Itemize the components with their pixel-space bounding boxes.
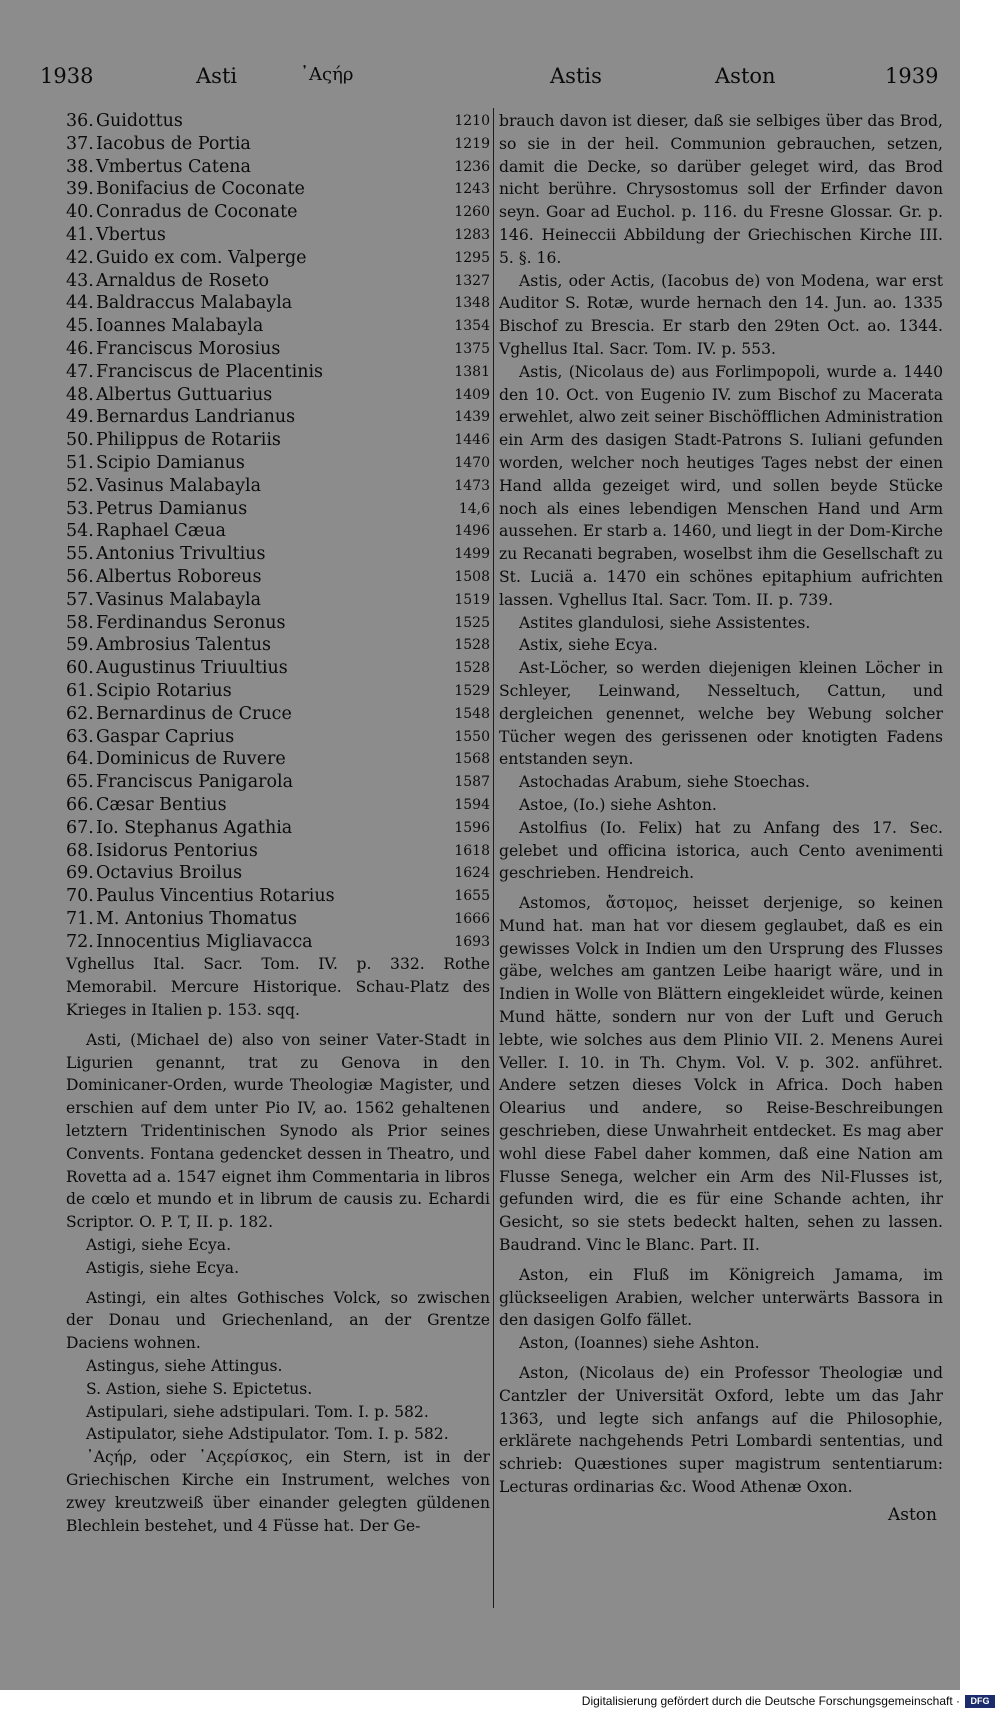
bishop-number: 53. [66,498,94,519]
bishop-number: 72. [66,931,94,952]
right-column [499,110,943,1525]
bishop-row [66,361,490,384]
bishop-year: 1655 [454,888,490,905]
bishop-name: Isidorus Pentorius [96,840,258,861]
footer-bar [0,1692,1000,1711]
left-keyword: Asti [196,64,238,88]
bishop-name: Bonifacius de Coconate [96,179,305,200]
bishop-name: Ioannes Malabayla [96,316,264,337]
bishop-year: 1327 [454,272,490,289]
bishop-year: 1528 [454,660,490,677]
left-paragraph: ᾿Αςήρ, oder ᾿Αςερίσκος, ein Stern, ist in der Griechischen Kirche ein Instrument, welches von zwey kreutzweiß über einander gelegten güldenen Blechlein bestehet, und 4 Füsse hat. Der Ge- [66,1448,490,1535]
bishop-number: 39. [66,179,94,200]
bishop-year: 1519 [454,591,490,608]
bishop-name: Philippus de Rotariis [96,430,281,451]
bishop-name: Ferdinandus Seronus [96,612,286,633]
bishop-name: Franciscus Morosius [96,338,281,359]
bishop-year: 1473 [454,477,490,494]
bishop-year: 1548 [454,705,490,722]
bishop-name: Paulus Vincentius Rotarius [96,886,335,907]
bishop-year: 1525 [454,614,490,631]
left-paragraph: Asti, (Michael de) also von seiner Vater-Stadt in Ligurien genannt, trat zu Genova in den Dominicaner-Orden, wurde Theologiæ Magister, und erschien auf dem unter Pio IV, ao. 1562 gehaltenen letztern Tridentinischen Synodo als Prior seines Convents. Fontana gedencket dessen in Theatro, und Rovetta ad a. 1547 eignet ihm Commentaria in libros de cœlo et mundo et in librum de causis zu. Echardi Scriptor. O. P. T, II. p. 182. [66,1030,490,1232]
bishop-year: 1243 [454,181,490,198]
bishop-name: Vbertus [96,224,166,245]
bishop-name: Ambrosius Talentus [96,635,271,656]
bishop-name: Bernardus Landrianus [96,407,296,428]
bishop-number: 37. [66,133,94,154]
bishop-number: 43. [66,270,94,291]
right-paragraphs [499,110,943,1499]
bishop-row [66,543,490,566]
bishop-row [66,612,490,635]
right-paragraph: Astomos, ἄστομος, heisset derjenige, so keinen Mund hat. man hat vor diesem geglaubet, daß es ein gewisses Volck in Indien um den Ursprung des Flusses gäbe, welches am gantzen Leibe haarigt wäre, und in Indien in Wolle von Blättern eingekleidet würde, keinen Mund hätte, sondern nur von der Luft und Geruch lebte, wie solches aus dem Plinio VII. 2. Menens Aurei Veller. I. 10. in Th. Chym. Vol. V. p. 302. anführet. Andere setzen dieses Volck in Africa. Doch haben Olearius und andere, so Reise-Beschreibungen geschrieben, diese Unwahrheit entdecket. Es mag aber wohl diese Fabel daher kommen, daß eine Nation am Flusse Senega, welcher ein Arm des Nil-Flusses ist, gefunden wird, die es für eine Schande achten, ihr Gesicht, so sie stets bedeckt halten, sehen zu lassen. Baudrand. Vinc le Blanc. Part. II. [499,894,943,1255]
bishop-year: 1236 [454,158,490,175]
bishop-name: Dominicus de Ruvere [96,749,286,770]
bishop-number: 64. [66,749,94,770]
left-paragraph: Astipulator, siehe Adstipulator. Tom. I. p. 582. [86,1425,449,1444]
bishop-row [66,908,490,931]
dfg-logo: DFG [965,1695,995,1708]
bishop-row [66,862,490,885]
bishop-year: 1666 [454,910,490,927]
bishop-row [66,771,490,794]
bishop-year: 14,6 [458,500,490,517]
right-paragraph: Aston, (Ioannes) siehe Ashton. [519,1334,760,1353]
bishop-number: 46. [66,338,94,359]
left-paragraph: Astingi, ein altes Gothisches Volck, so zwischen der Donau und Griechenland, an der Grentze Daciens wohnen. [66,1288,490,1353]
bishop-name: Conradus de Coconate [96,202,298,223]
bishop-year: 1446 [454,432,490,449]
bishop-row [66,429,490,452]
bishop-name: Augustinus Triuultius [96,658,288,679]
bishop-name: Arnaldus de Roseto [96,270,270,291]
bishop-number: 41. [66,224,94,245]
bishop-name: Albertus Roboreus [96,566,262,587]
bishop-year: 1528 [454,637,490,654]
bishop-name: Guido ex com. Valperge [96,247,307,268]
bishop-number: 71. [66,908,94,929]
right-paragraph: Astites glandulosi, siehe Assistentes. [519,613,811,632]
bishop-row [66,520,490,543]
bishop-name: Franciscus de Placentinis [96,361,324,382]
bishop-year: 1283 [454,226,490,243]
bishop-number: 44. [66,293,94,314]
bishop-row [66,406,490,429]
bishops-list [66,110,490,953]
bishop-year: 1693 [454,933,490,950]
bishop-name: Gaspar Caprius [96,726,235,747]
bishop-year: 1587 [454,774,490,791]
bishop-name: Vmbertus Catena [96,156,251,177]
bishop-number: 36. [66,111,94,131]
right-paragraph: Astolfius (Io. Felix) hat zu Anfang des 17. Sec. gelebet und officina istorica, auch Cento avenimenti geschrieben. Hendreich. [499,818,943,883]
right-paragraph: Astis, oder Actis, (Iacobus de) von Modena, war erst Auditor S. Rotæ, wurde hernach den 14. Jun. ao. 1335 Bischof zu Brescia. Er starb den 29ten Oct. ao. 1344. Vghellus Ital. Sacr. Tom. IV. p. 553. [499,271,943,358]
bishop-number: 70. [66,886,94,907]
left-paragraph: Astigi, siehe Ecya. [86,1236,232,1255]
bishop-number: 57. [66,589,94,610]
bishop-row [66,384,490,407]
bishop-year: 1439 [454,409,490,426]
bishop-year: 1219 [454,135,490,152]
bishop-name: Innocentius Migliavacca [96,931,313,952]
bishop-year: 1354 [454,318,490,335]
bishop-year: 1499 [454,546,490,563]
bishop-number: 67. [66,817,94,838]
bishop-number: 61. [66,680,94,701]
bishop-row [66,726,490,749]
bishop-year: 1550 [454,728,490,745]
bishop-year: 1375 [454,340,490,357]
bishop-year: 1618 [454,842,490,859]
greek-heading: ᾿Αςήρ [300,64,354,85]
bishop-row [66,178,490,201]
right-paragraph: Astis, (Nicolaus de) aus Forlimpopoli, wurde a. 1440 den 10. Oct. von Eugenio IV. zum Bischof zu Macerata erwehlet, alwo zeit seiner Bischöfflichen Administration ein Arm des dasigen Stadt-Patrons S. Iuliani gefunden worden, welcher noch heutiges Tages nebst der einen Hand allda gezeiget wird, und sollen beyde Stücke noch als eines lebendigen Menschen Hand und Arm aussehen. Er starb a. 1460, und liegt in der Dom-Kirche zu Recanati begraben, woselbst ihm die Gesellschaft zu St. Luciä a. 1470 ein schönes epitaphium aufrichten lassen. Vghellus Ital. Sacr. Tom. II. p. 739. [499,362,943,609]
right-paragraph: Astoe, (Io.) siehe Ashton. [519,795,717,814]
bishop-number: 51. [66,452,94,473]
bishop-name: Petrus Damianus [96,498,248,519]
bishop-row [66,292,490,315]
bishop-name: Vasinus Malabayla [96,589,262,610]
right-paragraph: Astix, siehe Ecya. [519,636,658,655]
bishop-number: 45. [66,316,94,337]
bishop-number: 47. [66,361,94,382]
bishop-number: 42. [66,247,94,268]
bishop-row [66,885,490,908]
bishop-row [66,247,490,270]
bishop-number: 55. [66,544,94,565]
bishop-row [66,840,490,863]
bishop-year: 1381 [454,363,490,380]
bishop-name: Bernardinus de Cruce [96,703,292,724]
bishop-name: Antonius Trivultius [96,544,266,565]
bishop-name: Scipio Rotarius [96,680,232,701]
bishop-row [66,794,490,817]
bishop-year: 1409 [454,386,490,403]
bishop-number: 38. [66,156,94,177]
bishop-name: Cæsar Bentius [96,794,227,815]
left-paragraph: Astipulari, siehe adstipulari. Tom. I. p. 582. [86,1402,429,1421]
bishop-name: Iacobus de Portia [96,133,251,154]
right-keyword-2: Aston [715,64,776,88]
bishop-number: 62. [66,703,94,724]
bishop-row [66,110,490,133]
left-column [66,110,490,1537]
bishop-name: Guidottus [96,111,183,131]
bishop-year: 1508 [454,568,490,585]
bishop-year: 1496 [454,523,490,540]
bishop-row [66,748,490,771]
bishop-name: Franciscus Panigarola [96,772,294,793]
bishop-row [66,338,490,361]
bishop-row [66,566,490,589]
bishop-name: Baldraccus Malabayla [96,293,293,314]
bishop-number: 63. [66,726,94,747]
bishop-number: 65. [66,772,94,793]
left-paragraph: Vghellus Ital. Sacr. Tom. IV. p. 332. Rothe Memorabil. Mercure Historique. Schau-Platz des Krieges in Italien p. 153. sqq. [66,955,490,1020]
bishop-name: Scipio Damianus [96,452,245,473]
bishop-year: 1529 [454,682,490,699]
bishop-number: 52. [66,475,94,496]
left-paragraph: Astingus, siehe Attingus. [86,1357,283,1376]
bishop-number: 56. [66,566,94,587]
footer-text: Digitalisierung gefördert durch die Deutsche Forschungsgemeinschaft · [581,1694,960,1708]
right-paragraph: Aston, ein Fluß im Königreich Jamama, im glückseeligen Arabien, welcher unterwärts Bassora in den dasigen Golfo fället. [499,1265,943,1330]
bishop-year: 1470 [454,454,490,471]
bishop-row [66,634,490,657]
bishop-number: 40. [66,202,94,223]
bishop-number: 58. [66,612,94,633]
bishop-name: Albertus Guttuarius [96,384,273,405]
bishop-row [66,475,490,498]
bishop-row [66,452,490,475]
bishop-row [66,315,490,338]
bishop-number: 48. [66,384,94,405]
bishop-number: 50. [66,430,94,451]
bishop-year: 1260 [454,204,490,221]
bishop-number: 69. [66,863,94,884]
bishop-row [66,270,490,293]
bishop-row [66,657,490,680]
column-divider [493,108,494,1608]
bishop-name: Vasinus Malabayla [96,475,262,496]
bishop-name: Octavius Broilus [96,863,243,884]
bishop-number: 68. [66,840,94,861]
bishop-year: 1596 [454,819,490,836]
bishop-year: 1594 [454,796,490,813]
bishop-row [66,498,490,521]
bishop-row [66,703,490,726]
bishop-row [66,931,490,954]
bishop-year: 1348 [454,295,490,312]
bishop-year: 1624 [454,865,490,882]
left-paragraphs [66,953,490,1537]
bishop-name: M. Antonius Thomatus [96,908,297,929]
right-keyword-1: Astis [550,64,602,88]
right-paragraph: Ast-Löcher, so werden diejenigen kleinen Löcher in Schleyer, Leinwand, Nesseltuch, Cattun, und dergleichen genennet, welche bey Webung solcher Tücher wegen des gerissenen oder knotigten Fadens entstanden seyn. [499,659,943,769]
right-paragraph: brauch davon ist dieser, daß sie selbiges über das Brod, so sie in der heil. Communion gebrauchen, setzen, damit die Decke, so darüber geleget wird, das Brod nicht berühre. Chrysostomus soll der Erfinder davon seyn. Goar ad Euchol. p. 116. du Fresne Glossar. Gr. p. 146. Heineccii Abbildung der Griechischen Kirche III. 5. §. 16. [499,112,943,267]
bishop-row [66,156,490,179]
bishop-name: Io. Stephanus Agathia [96,817,293,838]
bishop-row [66,680,490,703]
catchword: Aston [887,1504,937,1525]
bishop-row [66,589,490,612]
left-page-number: 1938 [40,64,94,88]
bishop-name: Raphael Cæua [96,521,226,542]
bishop-number: 66. [66,794,94,815]
bishop-year: 1295 [454,249,490,266]
bishop-number: 54. [66,521,94,542]
bishop-number: 49. [66,407,94,428]
right-paragraph: Aston, (Nicolaus de) ein Professor Theologiæ und Cantzler der Universität Oxford, lebte um das Jahr 1363, und legte sich anfangs auf die Philosophie, erklärete nachgehends Petri Lombardi sententias, und schrieb: Quæstiones super magistrum sententiarum: Lecturas ordinarias &c. Wood Athenæ Oxon. [499,1364,943,1497]
bishop-row [66,201,490,224]
right-paragraph: Astochadas Arabum, siehe Stoechas. [519,773,811,792]
bishop-row [66,817,490,840]
bishop-year: 1568 [454,751,490,768]
left-paragraph: Astigis, siehe Ecya. [86,1258,240,1277]
bishop-row [66,133,490,156]
bishop-year: 1210 [454,113,490,129]
bishop-number: 60. [66,658,94,679]
right-page-number: 1939 [885,64,939,88]
bishop-row [66,224,490,247]
bishop-number: 59. [66,635,94,656]
left-paragraph: S. Astion, siehe S. Epictetus. [86,1379,313,1398]
